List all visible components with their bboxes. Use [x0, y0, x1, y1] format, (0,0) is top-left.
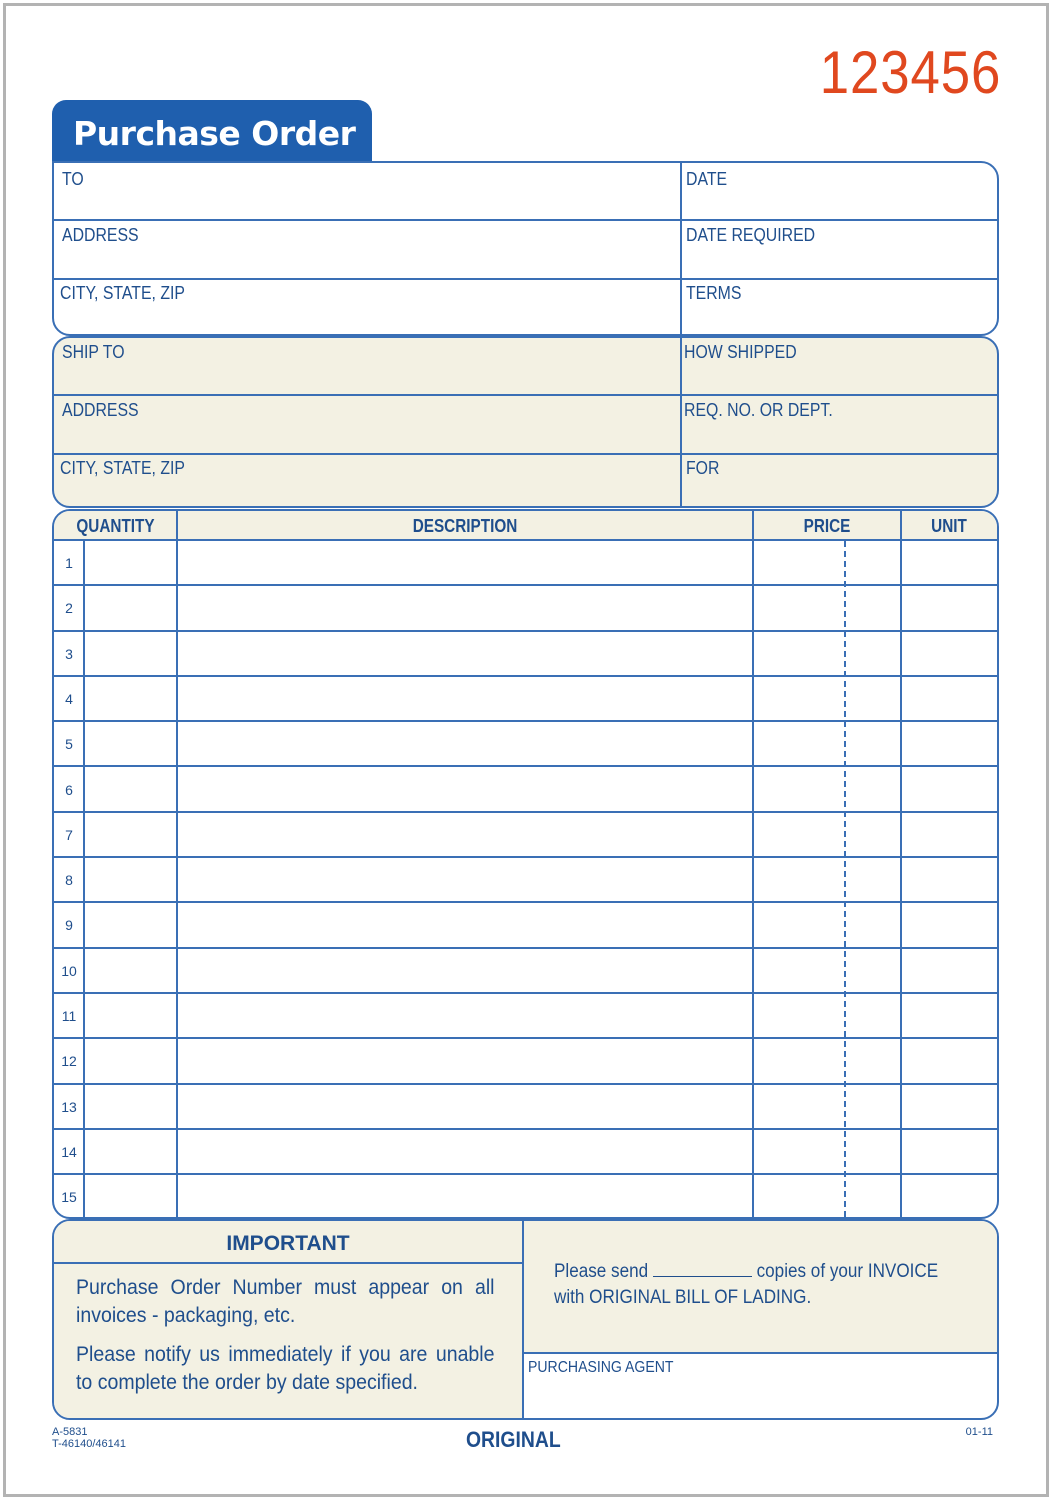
column-divider: [752, 511, 754, 1217]
table-row[interactable]: [54, 1130, 997, 1175]
table-row[interactable]: [54, 677, 997, 722]
terms-field[interactable]: TERMS: [686, 283, 742, 303]
divider: [680, 338, 682, 506]
table-header: [54, 511, 997, 541]
copy-label: ORIGINAL: [466, 1427, 561, 1452]
copies-blank[interactable]: [653, 1259, 752, 1277]
row-number: 13: [61, 1098, 77, 1115]
purchasing-agent-field[interactable]: PURCHASING AGENT: [528, 1359, 674, 1376]
important-line-1: Purchase Order Number must appear on all invoices - packaging, etc.: [76, 1276, 495, 1327]
notice-section: [52, 1219, 999, 1420]
city-state-zip-field[interactable]: CITY, STATE, ZIP: [60, 283, 185, 303]
invoice-before: Please send: [554, 1261, 649, 1282]
date-required-field[interactable]: DATE REQUIRED: [686, 225, 816, 245]
line-items-table: [52, 509, 999, 1219]
divider: [54, 394, 997, 396]
row-number: 2: [65, 600, 73, 617]
row-number-divider: [83, 541, 85, 1217]
row-number: 4: [65, 690, 73, 707]
address-field[interactable]: ADDRESS: [62, 225, 139, 245]
table-row[interactable]: [54, 632, 997, 677]
table-row[interactable]: [54, 949, 997, 994]
header-price: PRICE: [803, 516, 851, 536]
req-no-field[interactable]: REQ. NO. OR DEPT.: [684, 400, 833, 420]
invoice-text: [554, 1259, 938, 1311]
table-row[interactable]: [54, 858, 997, 903]
header-quantity: QUANTITY: [76, 516, 155, 536]
important-line-2: Please notify us immediately if you are unable to complete the order by date specified.: [76, 1343, 495, 1394]
divider: [54, 278, 997, 280]
ship-address-field[interactable]: ADDRESS: [62, 400, 139, 420]
row-number: 15: [61, 1189, 77, 1206]
table-row[interactable]: [54, 903, 997, 948]
table-row[interactable]: [54, 813, 997, 858]
divider: [680, 163, 682, 334]
row-number: 6: [65, 781, 73, 798]
table-row[interactable]: [54, 1039, 997, 1084]
invoice-instructions: [524, 1221, 997, 1354]
ship-to-field[interactable]: SHIP TO: [62, 342, 125, 362]
header-unit: UNIT: [931, 516, 967, 536]
important-body: [54, 1264, 522, 1418]
table-row[interactable]: [54, 1175, 997, 1219]
row-number: 12: [61, 1053, 77, 1070]
price-cents-divider: [844, 541, 846, 1217]
row-number: 3: [65, 645, 73, 662]
table-row[interactable]: [54, 541, 997, 586]
row-number: 8: [65, 872, 73, 889]
column-divider: [900, 511, 902, 1217]
column-divider: [176, 511, 178, 1217]
ship-to-section: [52, 336, 999, 508]
table-row[interactable]: [54, 768, 997, 813]
row-number: 9: [65, 917, 73, 934]
row-number: 1: [65, 555, 73, 571]
table-row[interactable]: [54, 1085, 997, 1130]
row-number: 14: [61, 1143, 77, 1160]
row-number: 10: [61, 962, 77, 979]
vendor-section: [52, 161, 999, 336]
invoice-after: copies of your INVOICE: [756, 1261, 939, 1282]
table-row[interactable]: [54, 722, 997, 767]
how-shipped-field[interactable]: HOW SHIPPED: [684, 342, 797, 362]
header-description: DESCRIPTION: [412, 516, 518, 536]
date-field[interactable]: DATE: [686, 169, 728, 189]
page-title: Purchase Order: [52, 100, 372, 162]
form-code-2: T-46140/46141: [52, 1438, 127, 1450]
ship-city-state-zip-field[interactable]: CITY, STATE, ZIP: [60, 458, 185, 478]
to-field[interactable]: TO: [62, 169, 84, 189]
divider: [54, 219, 997, 221]
table-row[interactable]: [54, 994, 997, 1039]
form-code-1: A-5831: [52, 1426, 88, 1438]
invoice-line-2: with ORIGINAL BILL OF LADING.: [554, 1287, 812, 1308]
form-codes: [52, 1426, 126, 1450]
po-number: 123456: [819, 39, 1001, 106]
row-number: 11: [61, 1008, 77, 1024]
important-heading: IMPORTANT: [54, 1221, 522, 1264]
table-row[interactable]: [54, 586, 997, 631]
for-field[interactable]: FOR: [686, 458, 720, 478]
row-number: 5: [65, 736, 73, 753]
revision-code: 01-11: [965, 1426, 993, 1438]
row-number: 7: [65, 826, 73, 843]
divider: [54, 453, 997, 455]
